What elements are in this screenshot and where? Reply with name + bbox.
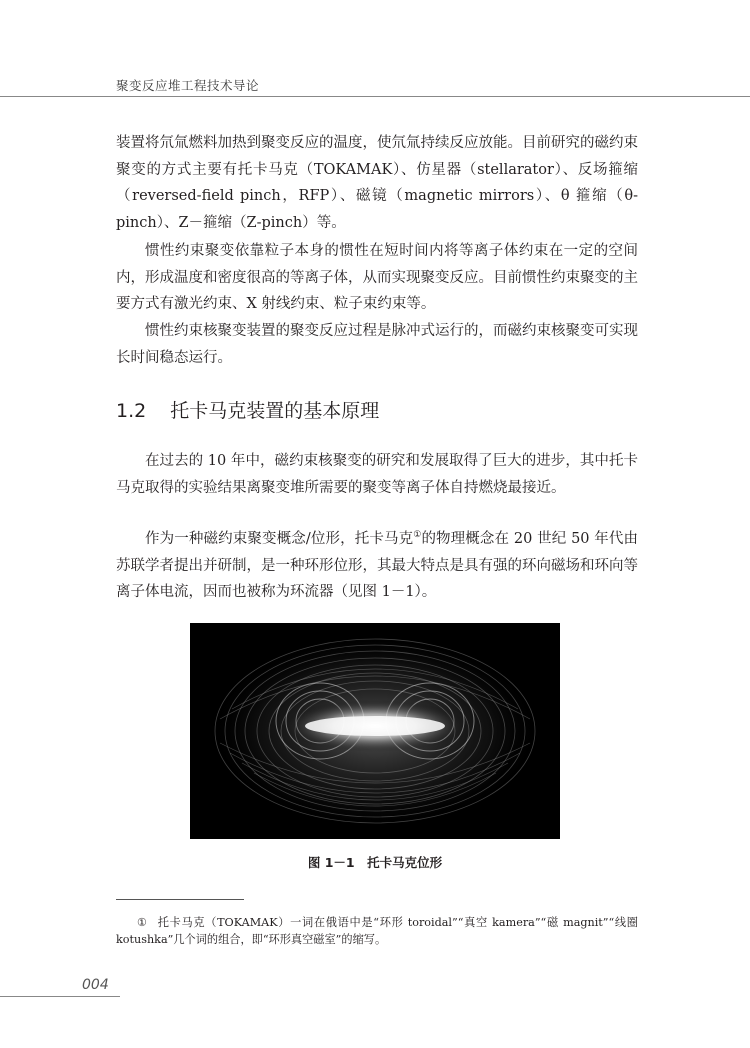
paragraph-4 — [116, 448, 638, 501]
page-number: 004 — [82, 977, 109, 993]
paragraph-3 — [116, 318, 638, 371]
paragraph-5 — [116, 526, 638, 606]
footnote-mark: ① — [137, 916, 148, 929]
footnote-reference[interactable]: ① — [413, 530, 422, 541]
paragraph-3-text: 惯性约束核聚变装置的聚变反应过程是脉冲式运行的，而磁约束核聚变可实现长时间稳态运行。 — [116, 323, 638, 366]
paragraph-2 — [116, 238, 638, 318]
section-number: 1.2 — [116, 400, 147, 422]
footer-rule — [0, 996, 120, 997]
tokamak-torus-illustration — [190, 623, 560, 839]
paragraph-2-text: 惯性约束聚变依靠粒子本身的惯性在短时间内将等离子体约束在一定的空间内，形成温度和密度很高的等离子体，从而实现聚变反应。目前惯性约束聚变的主要方式有激光约束、X 射线约束、粒子束约束等。 — [116, 243, 638, 313]
paragraph-1 — [116, 130, 638, 237]
paragraph-1-text: 装置将氘氚燃料加热到聚变反应的温度，使氘氚持续反应放能。目前研究的磁约束聚变的方式主要有托卡马克（TOKAMAK）、仿星器（stellarator）、反场箍缩（reversed-field pinch，RFP）、磁镜（magnetic mirrors）、θ 箍缩（θ-pinch）、Z－箍缩（Z-pinch）等。 — [116, 135, 638, 232]
paragraph-5-before: 作为一种磁约束聚变概念/位形，托卡马克 — [145, 531, 414, 547]
section-heading — [116, 396, 379, 423]
header-rule — [0, 96, 750, 97]
figure-caption: 图 1－1 托卡马克位形 — [307, 855, 443, 870]
paragraph-5-text — [116, 526, 638, 606]
tokamak-figure-image — [190, 623, 560, 839]
footnote — [116, 914, 638, 948]
footnote-rule — [116, 899, 244, 900]
paragraph-4-text: 在过去的 10 年中，磁约束核聚变的研究和发展取得了巨大的进步，其中托卡马克取得的实验结果离聚变堆所需要的聚变等离子体自持燃烧最接近。 — [116, 453, 638, 496]
paragraph-5-after: 的物理概念在 20 世纪 50 年代由苏联学者提出并研制，是一种环形位形，其最大特点是具有强的环向磁场和环向等离子体电流，因而也被称为环流器（见图 1－1）。 — [116, 531, 638, 601]
running-header: 聚变反应堆工程技术导论 — [116, 78, 260, 93]
section-title: 托卡马克装置的基本原理 — [170, 400, 380, 422]
footnote-text: 托卡马克（TOKAMAK）一词在俄语中是“环形 toroidal”“真空 kamera”“磁 magnit”“线圈 kotushka”几个词的组合，即“环形真空磁室”的缩写。 — [116, 916, 638, 946]
